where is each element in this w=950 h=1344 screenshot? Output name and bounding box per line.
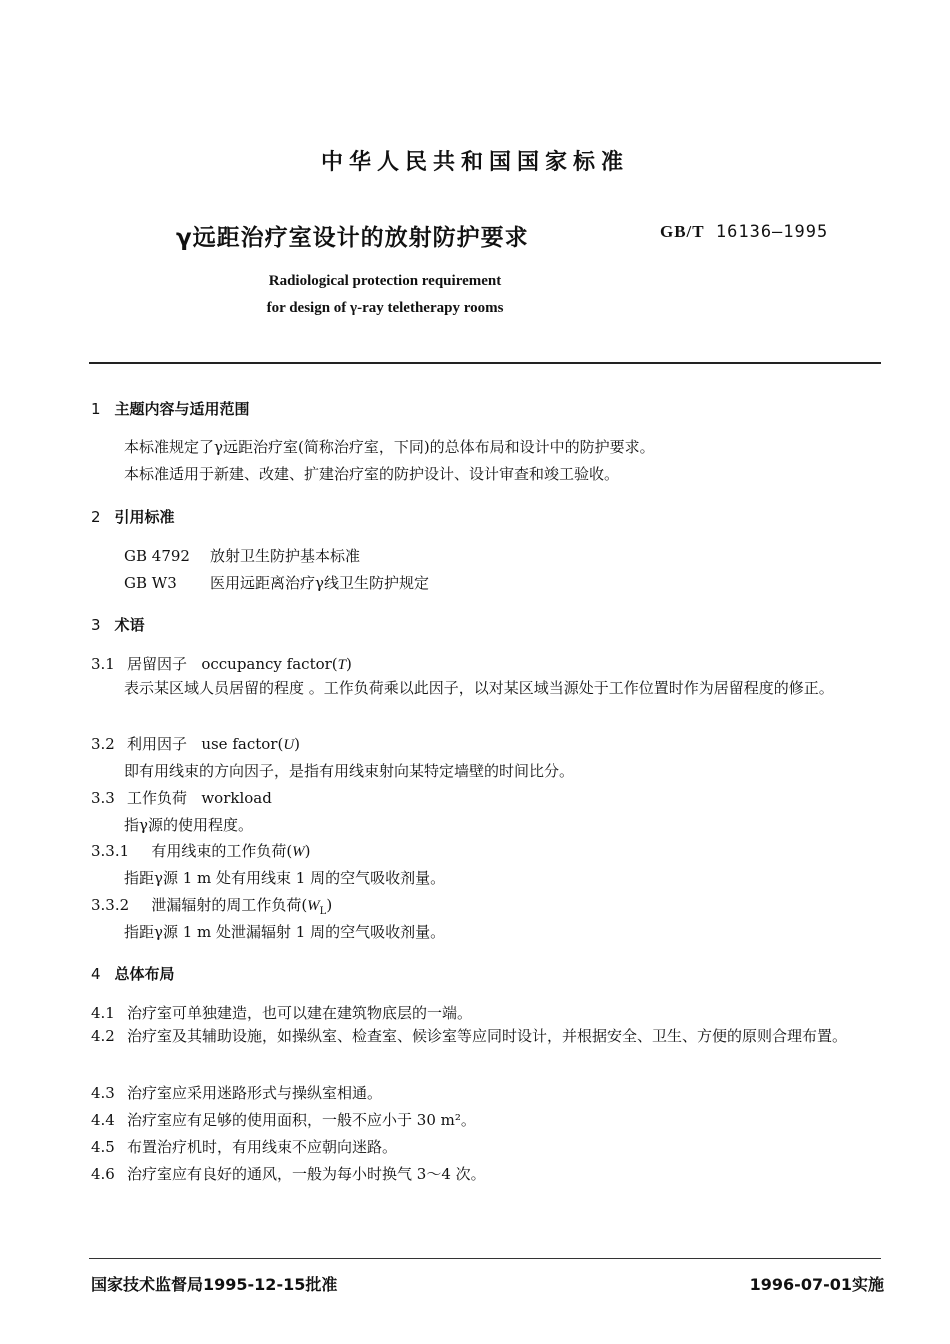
- document-title-en-line1: Radiological protection requirement: [268, 273, 502, 289]
- item-number: 4.2: [91, 1027, 115, 1045]
- header-divider: [89, 362, 881, 364]
- standard-prefix: GB/T: [660, 222, 705, 241]
- document-title-cn: γ远距治疗室设计的放射防护要求: [176, 225, 529, 251]
- term-name: 利用因子: [127, 735, 188, 753]
- term-number: 3.3.2: [91, 896, 130, 914]
- section-1-paragraph-2: 本标准适用于新建、改建、扩建治疗室的防护设计、设计审查和竣工验收。: [124, 465, 620, 483]
- term-english: occupancy factor(: [201, 655, 338, 673]
- term-3-1: [91, 653, 352, 674]
- reference-name: 放射卫生防护基本标准: [210, 547, 361, 565]
- list-item: [91, 1163, 486, 1184]
- list-item: [91, 1002, 472, 1023]
- term-3-3: [91, 787, 272, 808]
- section-title: 主题内容与适用范围: [114, 400, 250, 418]
- term-number: 3.2: [91, 735, 115, 753]
- term-symbol: W: [292, 844, 305, 860]
- term-number: 3.3: [91, 789, 115, 807]
- term-3-3-1: [91, 840, 311, 861]
- section-4-heading: [91, 963, 175, 984]
- term-symbol: U: [283, 737, 295, 753]
- section-title: 术语: [114, 616, 145, 634]
- term-3-1-definition: 表示某区域人员居留的程度 。工作负荷乘以此因子，以对某区域当源处于工作位置时作为居留程度的修正。: [124, 679, 834, 697]
- reference-item: [124, 545, 360, 566]
- section-number: 1: [91, 400, 101, 418]
- section-title: 总体布局: [114, 965, 175, 983]
- term-close: ): [294, 735, 301, 753]
- item-text: 治疗室应有足够的使用面积，一般不应小于 30 m²。: [127, 1111, 476, 1129]
- item-text: 治疗室应有良好的通风，一般为每小时换气 3～4 次。: [127, 1165, 486, 1183]
- item-number: 4.4: [91, 1111, 115, 1129]
- national-standard-heading: 中华人民共和国国家标准: [320, 150, 629, 175]
- term-3-3-1-definition: 指距γ源 1 m 处有用线束 1 周的空气吸收剂量。: [124, 869, 446, 887]
- term-close: ): [304, 842, 311, 860]
- list-item: [91, 1082, 382, 1103]
- reference-name: 医用远距离治疗γ线卫生防护规定: [210, 574, 429, 592]
- section-1-heading: [91, 398, 250, 419]
- item-text: 治疗室可单独建造，也可以建在建筑物底层的一端。: [127, 1004, 473, 1022]
- term-name: 工作负荷: [127, 789, 188, 807]
- term-number: 3.3.1: [91, 842, 130, 860]
- standard-number: [660, 222, 828, 242]
- item-number: 4.5: [91, 1138, 115, 1156]
- term-name: 有用线束的工作负荷(: [151, 842, 293, 860]
- section-number: 3: [91, 616, 101, 634]
- standard-code: 16136—1995: [715, 222, 829, 242]
- approval-date: 国家技术监督局1995-12-15批准: [91, 1275, 338, 1294]
- reference-item: [124, 572, 429, 593]
- term-english: workload: [201, 789, 272, 807]
- term-name: 居留因子: [127, 655, 188, 673]
- document-title-en-line2: for design of γ-ray teletherapy rooms: [266, 300, 504, 316]
- item-number: 4.3: [91, 1084, 115, 1102]
- reference-code: GB 4792: [124, 547, 190, 565]
- list-item: [91, 1136, 397, 1157]
- section-3-heading: [91, 614, 145, 635]
- section-number: 2: [91, 508, 101, 526]
- reference-code: GB W3: [124, 574, 177, 592]
- term-symbol: W: [307, 898, 320, 914]
- item-text: 布置治疗机时，有用线束不应朝向迷路。: [127, 1138, 398, 1156]
- item-number: 4.6: [91, 1165, 115, 1183]
- footer-divider: [89, 1258, 881, 1259]
- effective-date: 1996-07-01实施: [749, 1275, 884, 1294]
- term-close: ): [326, 896, 333, 914]
- term-number: 3.1: [91, 655, 115, 673]
- term-3-2-definition: 即有用线束的方向因子，是指有用线束射向某特定墙壁的时间比分。: [124, 762, 575, 780]
- term-3-3-2: [91, 894, 332, 917]
- term-symbol: T: [337, 657, 346, 673]
- term-3-2: [91, 733, 300, 754]
- item-text: 治疗室应采用迷路形式与操纵室相通。: [127, 1084, 383, 1102]
- term-3-3-2-definition: 指距γ源 1 m 处泄漏辐射 1 周的空气吸收剂量。: [124, 923, 446, 941]
- list-item: [91, 1023, 886, 1050]
- section-number: 4: [91, 965, 101, 983]
- item-number: 4.1: [91, 1004, 115, 1022]
- item-text: 治疗室及其辅助设施，如操纵室、检查室、候诊室等应同时设计，并根据安全、卫生、方便的原则合理布置。: [127, 1027, 848, 1045]
- list-item: [91, 1109, 476, 1130]
- term-english: use factor(: [201, 735, 284, 753]
- section-title: 引用标准: [114, 508, 175, 526]
- term-subscript: L: [319, 906, 327, 917]
- section-2-heading: [91, 506, 175, 527]
- section-1-paragraph-1: 本标准规定了γ远距治疗室(简称治疗室，下同)的总体布局和设计中的防护要求。: [124, 438, 655, 456]
- term-close: ): [346, 655, 352, 673]
- term-3-3-definition: 指γ源的使用程度。: [124, 816, 253, 834]
- term-name: 泄漏辐射的周工作负荷(: [151, 896, 308, 914]
